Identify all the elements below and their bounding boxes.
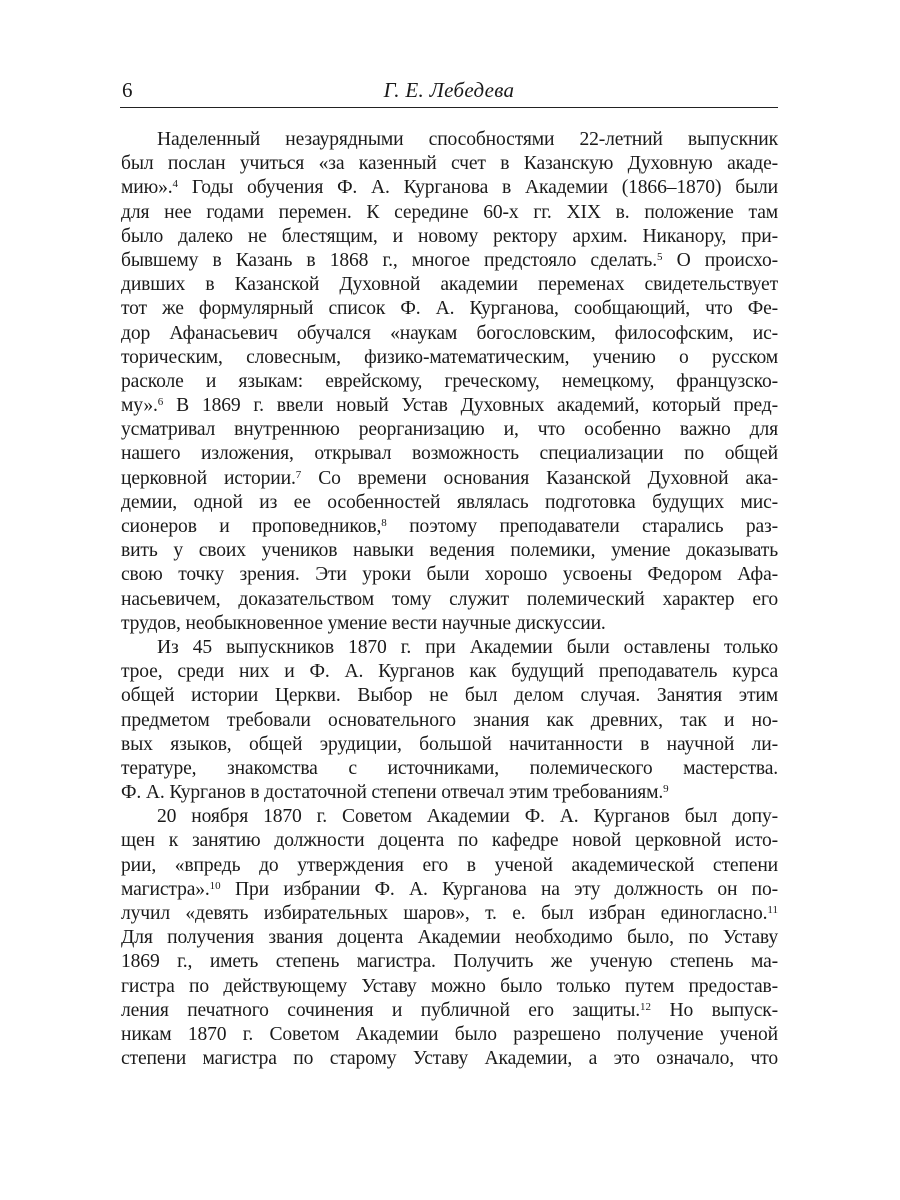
line-text: насьевичем, доказательством тому служит полемический характер его	[121, 588, 778, 610]
line-text: свою точку зрения. Эти уроки были хорошо усвоены Федором Афа-	[121, 564, 778, 586]
line-text: демии, одной из ее особенностей являлась подготовка будущих мис-	[121, 491, 778, 513]
running-head-author: Г. Е. Лебедева	[383, 78, 515, 102]
text-line	[121, 975, 778, 999]
footnote-marker[interactable]: 12	[639, 1000, 651, 1013]
line-text: тот же формулярный список Ф. А. Курганова, сообщающий, что Фе-	[121, 298, 778, 320]
page-header	[120, 76, 778, 108]
footnote-marker[interactable]: 11	[767, 903, 778, 916]
line-text: было далеко не блестящим, и новому ректору архим. Никанору, при-	[121, 225, 778, 247]
text-line	[121, 829, 778, 853]
body-text	[121, 128, 778, 1071]
line-text: лучил «девять избирательных шаров», т. е. был избран единогласно.	[121, 903, 768, 924]
line-text: Для получения звания доцента Академии необходимо было, по Уставу	[121, 927, 778, 949]
line-text: Ф. А. Курганов в достаточной степени отвечал этим требованиям.	[121, 782, 664, 804]
line-text-continued: О происхо-	[662, 249, 778, 271]
text-line	[121, 346, 778, 370]
text-line	[121, 201, 778, 225]
line-text: сионеров и проповедников,	[121, 516, 382, 537]
text-line	[121, 418, 778, 442]
line-text: торическим, словесным, физико-математическим, учению о русском	[121, 346, 778, 368]
footnote-marker[interactable]: 8	[381, 516, 387, 529]
text-line	[121, 999, 778, 1023]
text-line	[121, 854, 778, 878]
line-text: магистра».	[121, 878, 210, 900]
text-line	[121, 128, 778, 152]
line-text: никам 1870 г. Советом Академии было разрешено получение ученой	[121, 1023, 778, 1045]
text-line	[121, 394, 778, 418]
text-line	[121, 636, 778, 660]
text-line	[121, 878, 778, 902]
line-text: тературе, знакомства с источниками, полемического мастерства.	[121, 757, 778, 779]
line-text: трудов, необыкновенное умение вести научные дискуссии.	[121, 612, 606, 634]
line-text: был послан учиться «за казенный счет в Казанскую Духовную акаде-	[121, 153, 778, 175]
text-line	[121, 1023, 778, 1047]
text-line	[121, 467, 778, 491]
text-line	[121, 950, 778, 974]
line-text: трое, среди них и Ф. А. Курганов как будущий преподаватель курса	[121, 661, 778, 683]
line-text: расколе и языкам: еврейскому, греческому, немецкому, французско-	[121, 370, 778, 392]
footnote-marker[interactable]: 5	[656, 250, 663, 263]
text-line	[121, 225, 778, 249]
line-text: Из 45 выпускников 1870 г. при Академии были оставлены только	[157, 636, 778, 658]
footnote-marker[interactable]: 7	[295, 468, 302, 481]
text-line	[121, 588, 778, 612]
text-line	[121, 805, 778, 829]
text-line	[121, 491, 778, 515]
text-line	[121, 709, 778, 733]
line-text-continued: В 1869 г. ввели новый Устав Духовных академий, который пред-	[163, 395, 778, 417]
line-text: 1869 г., иметь степень магистра. Получить же ученую степень ма-	[121, 951, 778, 973]
line-text-continued: При избрании Ф. А. Курганова на эту должность он по-	[220, 878, 778, 900]
text-line	[121, 612, 778, 636]
line-text: гистра по действующему Уставу можно было только путем предостав-	[121, 975, 778, 997]
text-line	[121, 757, 778, 781]
line-text-continued: поэтому преподаватели старались раз-	[386, 516, 778, 537]
text-line	[121, 297, 778, 321]
line-text: для нее годами перемен. К середине 60-х гг. XIX в. положение там	[121, 201, 778, 223]
footnote-marker[interactable]: 9	[663, 783, 669, 796]
footnote-marker[interactable]: 10	[209, 879, 221, 892]
text-line	[121, 273, 778, 297]
text-line	[121, 152, 778, 176]
line-text: нашего изложения, открывал возможность специализации по общей	[121, 443, 778, 465]
text-line	[121, 902, 778, 926]
text-line	[121, 660, 778, 684]
line-text: предметом требовали основательного знания как древних, так и но-	[121, 709, 778, 731]
line-text: степени магистра по старому Уставу Академии, а это означало, что	[121, 1048, 778, 1070]
line-text-continued: Но выпуск-	[650, 999, 778, 1021]
text-line	[121, 733, 778, 757]
text-line	[121, 442, 778, 466]
line-text: му».	[121, 395, 158, 417]
line-text: ления печатного сочинения и публичной его защиты.	[121, 999, 640, 1021]
footnote-marker[interactable]: 6	[157, 396, 164, 409]
line-text: дор Афанасьевич обучался «наукам богословским, философским, ис-	[121, 322, 778, 344]
text-line	[121, 515, 778, 539]
text-line	[121, 249, 778, 273]
text-line	[121, 926, 778, 950]
text-line	[121, 539, 778, 563]
text-line	[121, 322, 778, 346]
footnote-marker[interactable]: 4	[172, 178, 178, 191]
line-text: Наделенный незаурядными способностями 22-летний выпускник	[157, 129, 778, 150]
line-text: общей истории Церкви. Выбор не был делом случая. Занятия этим	[121, 685, 778, 707]
text-line	[121, 176, 778, 200]
line-text: бывшему в Казань в 1868 г., многое предстояло сделать.	[121, 249, 657, 271]
line-text: 20 ноября 1870 г. Советом Академии Ф. А. Курганов был допу-	[157, 806, 778, 828]
line-text-continued: Годы обучения Ф. А. Курганова в Академии (1866–1870) были	[177, 177, 778, 199]
line-text: церковной истории.	[121, 467, 296, 489]
line-text: дивших в Казанской Духовной академии переменах свидетельствует	[121, 274, 778, 296]
line-text: вить у своих учеников навыки ведения полемики, умение доказывать	[121, 540, 778, 562]
text-line	[121, 1047, 778, 1071]
text-line	[121, 684, 778, 708]
text-line	[121, 370, 778, 394]
text-line	[121, 563, 778, 587]
page-number: 6	[122, 78, 133, 102]
line-text: вых языков, общей эрудиции, большой начитанности в научной ли-	[121, 733, 778, 755]
line-text: мию».	[121, 177, 173, 199]
text-line	[121, 781, 778, 805]
line-text: усматривал внутреннюю реорганизацию и, что особенно важно для	[121, 419, 778, 441]
line-text: щен к занятию должности доцента по кафедре новой церковной исто-	[121, 830, 778, 852]
line-text: рии, «впредь до утверждения его в ученой академической степени	[121, 854, 778, 876]
line-text-continued: Со времени основания Казанской Духовной ака-	[301, 467, 778, 489]
